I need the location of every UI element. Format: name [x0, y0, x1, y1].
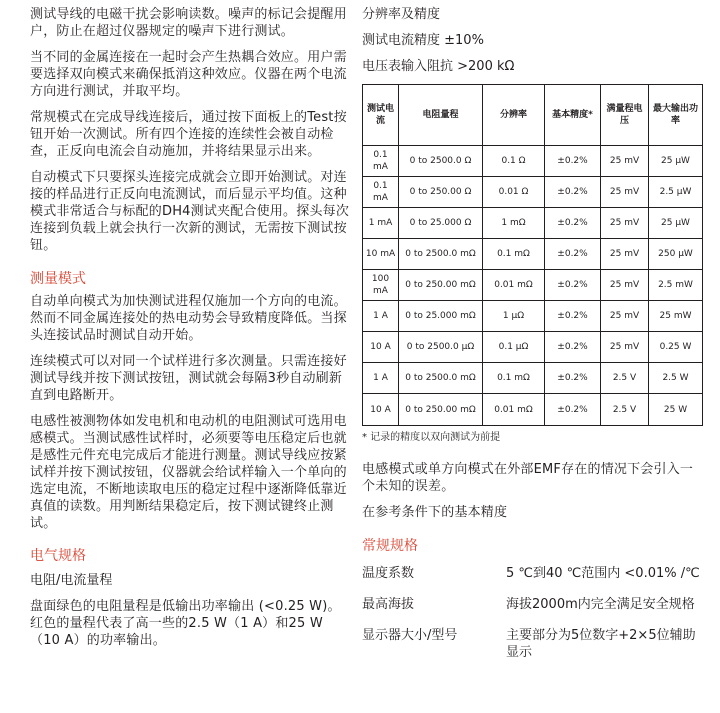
auto-mode-paragraph: 自动模式下只要探头连接完成就会立即开始测试。对连接的样品进行正反向电流测试，而后显示平均值。这种模式非常适合与标配的DH4测试夹配合使用。探头每次连接到负载上就会执行一次新的测试，无需按下测试按钮。: [30, 170, 350, 253]
table-row: [363, 332, 703, 363]
header-resistance-range: 电阻量程: [399, 85, 483, 146]
cell-basic-accuracy: ±0.2%: [545, 239, 601, 270]
header-max-output-power: 最大输出功率: [649, 85, 703, 146]
cell-resistance-range: 0 to 25.000 mΩ: [399, 301, 483, 332]
cell-full-scale-voltage: 2.5 V: [601, 394, 649, 426]
range-subheading: 电阻/电流量程: [30, 573, 113, 588]
table-row: [363, 177, 703, 208]
cell-test-current: 0.1 mA: [363, 177, 399, 208]
cell-max-output-power: 25 W: [649, 394, 703, 426]
spec-value: 海拔2000m内完全满足安全规格: [506, 597, 695, 612]
cell-basic-accuracy: ±0.2%: [545, 332, 601, 363]
table-header-row: [363, 85, 703, 146]
cell-resolution: 1 μΩ: [483, 301, 545, 332]
cell-full-scale-voltage: 25 mV: [601, 208, 649, 239]
cell-test-current: 10 mA: [363, 239, 399, 270]
emf-paragraph: 电感模式或单方向模式在外部EMF存在的情况下会引入一个未知的误差。: [362, 462, 694, 494]
cell-full-scale-voltage: 25 mV: [601, 270, 649, 301]
header-resolution: 分辨率: [483, 85, 545, 146]
cell-resolution: 0.1 mΩ: [483, 363, 545, 394]
spec-label: 温度系数: [362, 566, 415, 581]
cell-max-output-power: 25 mW: [649, 301, 703, 332]
cell-test-current: 100 mA: [363, 270, 399, 301]
table-row: [363, 363, 703, 394]
cell-test-current: 10 A: [363, 332, 399, 363]
cell-resistance-range: 0 to 25.000 Ω: [399, 208, 483, 239]
normal-mode-paragraph: 常规模式在完成导线连接后，通过按下面板上的Test按钮开始一次测试。所有四个连接的连续性会被自动检查，正反向电流会自动施加，并将结果显示出来。: [30, 110, 347, 159]
inductive-mode-paragraph: 电感性被测物体如发电机和电动机的电阻测试可选用电感模式。当测试感性试样时，必须要等电压稳定后也就是感性元件充电完成后才能进行测量。测试导线应按紧试样并按下测试按钮，仪器就会给试样输入一个单向的选定电流，不断地读取电压的稳定过程中逐渐降低靠近真值的读数。用判断结果稳定后，按下测试键终止测试。: [30, 414, 347, 531]
cell-max-output-power: 250 μW: [649, 239, 703, 270]
cell-test-current: 1 mA: [363, 208, 399, 239]
table-row: [363, 208, 703, 239]
emi-paragraph: 测试导线的电磁干扰会影响读数。噪声的标记会提醒用户，防止在超过仪器规定的噪声下进行测试。: [30, 7, 347, 39]
table-row: [363, 239, 703, 270]
accuracy-footnote: * 记录的精度以双向测试为前提: [362, 432, 501, 443]
cell-max-output-power: 2.5 μW: [649, 177, 703, 208]
cell-max-output-power: 0.25 W: [649, 332, 703, 363]
cell-resolution: 0.1 mΩ: [483, 239, 545, 270]
general-spec-row: [362, 596, 702, 613]
cell-test-current: 10 A: [363, 394, 399, 426]
cell-full-scale-voltage: 25 mV: [601, 332, 649, 363]
cell-resolution: 0.1 μΩ: [483, 332, 545, 363]
cell-resistance-range: 0 to 250.00 mΩ: [399, 394, 483, 426]
cell-resolution: 1 mΩ: [483, 208, 545, 239]
table-row: [363, 394, 703, 426]
cell-resistance-range: 0 to 2500.0 mΩ: [399, 239, 483, 270]
spec-label: 最高海拔: [362, 597, 415, 612]
left-column: [30, 6, 352, 658]
table-row: [363, 146, 703, 177]
spec-value: 5 ℃到40 ℃范围内 <0.01% /℃: [506, 566, 700, 581]
cell-full-scale-voltage: 25 mV: [601, 239, 649, 270]
cell-full-scale-voltage: 25 mV: [601, 301, 649, 332]
cell-max-output-power: 25 μW: [649, 208, 703, 239]
cell-resolution: 0.01 Ω: [483, 177, 545, 208]
cell-basic-accuracy: ±0.2%: [545, 146, 601, 177]
cell-basic-accuracy: ±0.2%: [545, 270, 601, 301]
header-basic-accuracy: 基本精度*: [545, 85, 601, 146]
power-output-paragraph: 盘面绿色的电阻量程是低输出功率输出 (<0.25 W)。红色的量程代表了高一些的2.5 W（1 A）和25 W（10 A）的功率输出。: [30, 599, 341, 648]
cell-test-current: 0.1 mA: [363, 146, 399, 177]
general-spec-row: [362, 627, 702, 661]
cell-basic-accuracy: ±0.2%: [545, 394, 601, 426]
cell-max-output-power: 2.5 W: [649, 363, 703, 394]
spec-label: 显示器大小/型号: [362, 628, 458, 643]
cell-max-output-power: 2.5 mW: [649, 270, 703, 301]
current-accuracy-line: 测试电流精度 ±10%: [362, 33, 484, 48]
cell-resistance-range: 0 to 250.00 Ω: [399, 177, 483, 208]
thermal-emf-paragraph: 当不同的金属连接在一起时会产生热耦合效应。用户需要选择双向模式来确保抵消这种效应。仪器在两个电流方向进行测试，并取平均。: [30, 50, 347, 99]
cell-basic-accuracy: ±0.2%: [545, 363, 601, 394]
header-test-current: 测试电流: [363, 85, 399, 146]
cell-resistance-range: 0 to 2500.0 mΩ: [399, 363, 483, 394]
right-column: [362, 6, 702, 675]
electrical-specs-heading: 电气规格: [30, 548, 86, 564]
cell-basic-accuracy: ±0.2%: [545, 301, 601, 332]
cell-basic-accuracy: ±0.2%: [545, 177, 601, 208]
cell-resolution: 0.01 mΩ: [483, 394, 545, 426]
cell-full-scale-voltage: 2.5 V: [601, 363, 649, 394]
cell-full-scale-voltage: 25 mV: [601, 146, 649, 177]
cell-resolution: 0.01 mΩ: [483, 270, 545, 301]
input-impedance-line: 电压表输入阻抗 >200 kΩ: [362, 59, 515, 74]
cell-basic-accuracy: ±0.2%: [545, 208, 601, 239]
reference-accuracy-paragraph: 在参考条件下的基本精度: [362, 505, 508, 520]
cell-resolution: 0.1 Ω: [483, 146, 545, 177]
continuous-mode-paragraph: 连续模式可以对同一个试样进行多次测量。只需连接好测试导线并按下测试按钮，测试就会每隔3秒自动刷新直到电路断开。: [30, 354, 347, 403]
cell-resistance-range: 0 to 2500.0 μΩ: [399, 332, 483, 363]
general-specs-heading: 常规规格: [362, 538, 418, 554]
table-row: [363, 270, 703, 301]
cell-resistance-range: 0 to 2500.0 Ω: [399, 146, 483, 177]
measurement-modes-heading: 测量模式: [30, 271, 86, 287]
cell-resistance-range: 0 to 250.00 mΩ: [399, 270, 483, 301]
header-full-scale-voltage: 满量程电压: [601, 85, 649, 146]
resolution-accuracy-heading: 分辨率及精度: [362, 7, 441, 22]
spec-value: 主要部分为5位数字+2×5位辅助显示: [506, 628, 696, 660]
general-spec-row: [362, 565, 702, 582]
table-row: [363, 301, 703, 332]
cell-full-scale-voltage: 25 mV: [601, 177, 649, 208]
cell-test-current: 1 A: [363, 363, 399, 394]
spec-table: [362, 84, 703, 426]
cell-test-current: 1 A: [363, 301, 399, 332]
unidirectional-mode-paragraph: 自动单向模式为加快测试进程仅施加一个方向的电流。然而不同金属连接处的热电动势会导致精度降低。当探头连接试品时测试自动开始。: [30, 294, 347, 343]
cell-max-output-power: 25 μW: [649, 146, 703, 177]
